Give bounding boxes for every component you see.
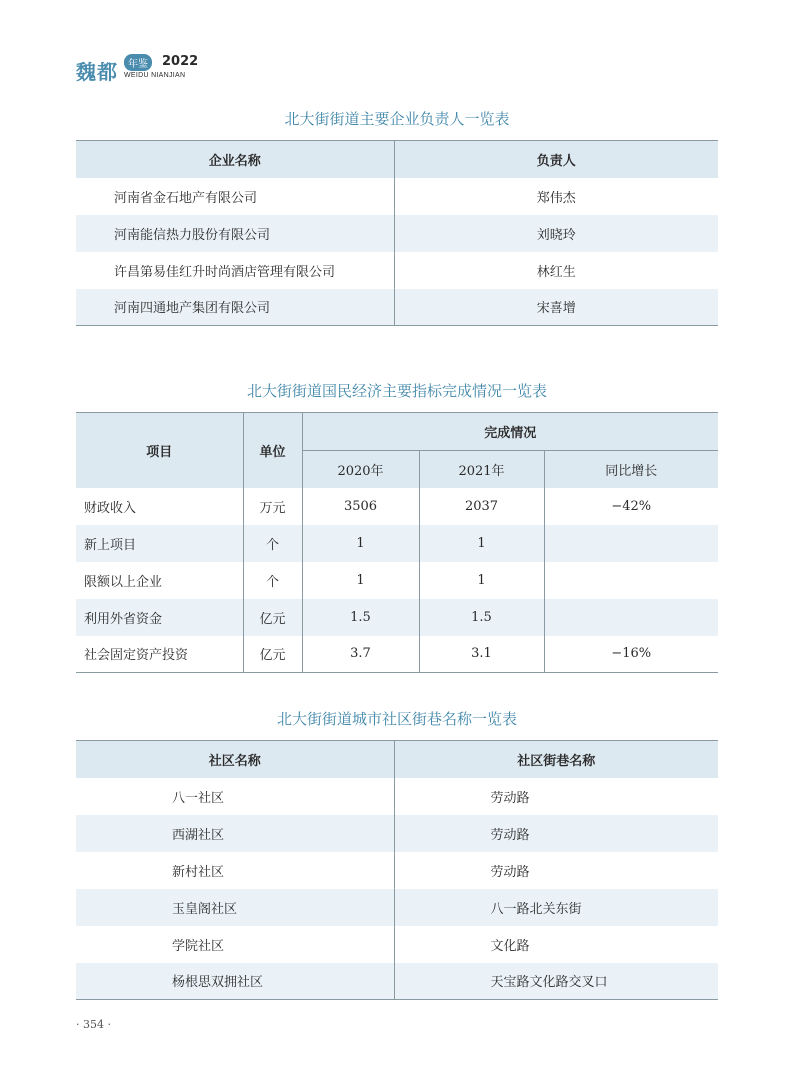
table-row xyxy=(76,889,718,926)
unit-cell: 个 xyxy=(243,525,302,562)
table-row xyxy=(76,289,718,326)
header-growth: 同比增长 xyxy=(544,450,718,488)
unit-cell: 个 xyxy=(243,562,302,599)
table-row xyxy=(76,215,718,252)
street-cell: 劳动路 xyxy=(394,815,718,852)
item-cell: 限额以上企业 xyxy=(84,574,163,590)
growth-cell xyxy=(544,525,718,562)
logo-main-text: 魏都 xyxy=(76,60,118,84)
table-row xyxy=(76,778,718,815)
header-community-name: 社区名称 xyxy=(76,741,394,778)
community-streets-table xyxy=(76,740,718,1000)
table-row xyxy=(76,488,718,525)
item-cell: 财政收入 xyxy=(84,500,137,516)
header-unit: 单位 xyxy=(243,413,302,488)
table-row xyxy=(76,252,718,289)
community-cell: 新村社区 xyxy=(172,864,225,880)
value-2021-cell: 1 xyxy=(419,525,544,562)
table-row xyxy=(76,599,718,636)
table-row xyxy=(76,562,718,599)
value-2021-cell: 3.1 xyxy=(419,636,544,673)
growth-cell: −42% xyxy=(544,488,718,525)
table-row xyxy=(76,178,718,215)
table2-title: 北大街街道国民经济主要指标完成情况一览表 xyxy=(246,382,547,400)
community-cell: 八一社区 xyxy=(172,790,225,806)
street-cell: 天宝路文化路交叉口 xyxy=(394,963,718,1000)
header-item: 项目 xyxy=(76,413,243,488)
table-row xyxy=(76,525,718,562)
yearbook-logo xyxy=(76,50,216,86)
item-cell: 新上项目 xyxy=(84,537,137,553)
value-2020-cell: 1.5 xyxy=(302,599,419,636)
community-cell: 玉皇阁社区 xyxy=(172,901,238,917)
table-header-row xyxy=(76,141,718,178)
value-2020-cell: 1 xyxy=(302,525,419,562)
header-street-name: 社区街巷名称 xyxy=(394,741,718,778)
table1-title: 北大街街道主要企业负责人一览表 xyxy=(284,110,510,128)
table-row xyxy=(76,852,718,889)
company-cell: 河南能信热力股份有限公司 xyxy=(114,227,271,243)
person-cell: 林红生 xyxy=(394,252,718,289)
page-number: · 354 · xyxy=(76,1018,111,1031)
header-2021: 2021年 xyxy=(419,450,544,488)
table-row xyxy=(76,926,718,963)
growth-cell xyxy=(544,599,718,636)
person-cell: 郑伟杰 xyxy=(394,178,718,215)
enterprise-leaders-table xyxy=(76,140,718,326)
street-cell: 劳动路 xyxy=(394,852,718,889)
table3-title: 北大街街道城市社区街巷名称一览表 xyxy=(276,710,517,728)
value-2020-cell: 3.7 xyxy=(302,636,419,673)
logo-badge: 年鉴 xyxy=(124,54,152,71)
value-2020-cell: 1 xyxy=(302,562,419,599)
growth-cell: −16% xyxy=(544,636,718,673)
company-cell: 河南四通地产集团有限公司 xyxy=(114,301,271,317)
unit-cell: 亿元 xyxy=(243,636,302,673)
header-person-in-charge: 负责人 xyxy=(394,141,718,178)
table-row xyxy=(76,963,718,1000)
growth-cell xyxy=(544,562,718,599)
economic-indicators-table xyxy=(76,412,718,673)
company-cell: 许昌第易佳红升时尚酒店管理有限公司 xyxy=(114,264,336,280)
person-cell: 宋喜增 xyxy=(394,289,718,326)
community-cell: 学院社区 xyxy=(172,938,225,954)
header-company-name: 企业名称 xyxy=(76,141,394,178)
item-cell: 利用外省资金 xyxy=(84,611,163,627)
table-row xyxy=(76,636,718,673)
community-cell: 西湖社区 xyxy=(172,827,225,843)
header-completion-group: 完成情况 xyxy=(302,413,718,451)
value-2021-cell: 2037 xyxy=(419,488,544,525)
logo-year: 2022 xyxy=(162,54,199,69)
street-cell: 八一路北关东街 xyxy=(394,889,718,926)
table-header-row xyxy=(76,413,718,451)
community-cell: 杨根思双拥社区 xyxy=(172,975,264,991)
street-cell: 文化路 xyxy=(394,926,718,963)
value-2021-cell: 1.5 xyxy=(419,599,544,636)
street-cell: 劳动路 xyxy=(394,778,718,815)
item-cell: 社会固定资产投资 xyxy=(84,648,189,664)
person-cell: 刘晓玲 xyxy=(394,215,718,252)
table-header-row xyxy=(76,741,718,778)
header-2020: 2020年 xyxy=(302,450,419,488)
table-row xyxy=(76,815,718,852)
unit-cell: 亿元 xyxy=(243,599,302,636)
value-2021-cell: 1 xyxy=(419,562,544,599)
company-cell: 河南省金石地产有限公司 xyxy=(114,190,258,206)
value-2020-cell: 3506 xyxy=(302,488,419,525)
unit-cell: 万元 xyxy=(243,488,302,525)
logo-subtitle: WEIDU NIANJIAN xyxy=(124,72,186,79)
